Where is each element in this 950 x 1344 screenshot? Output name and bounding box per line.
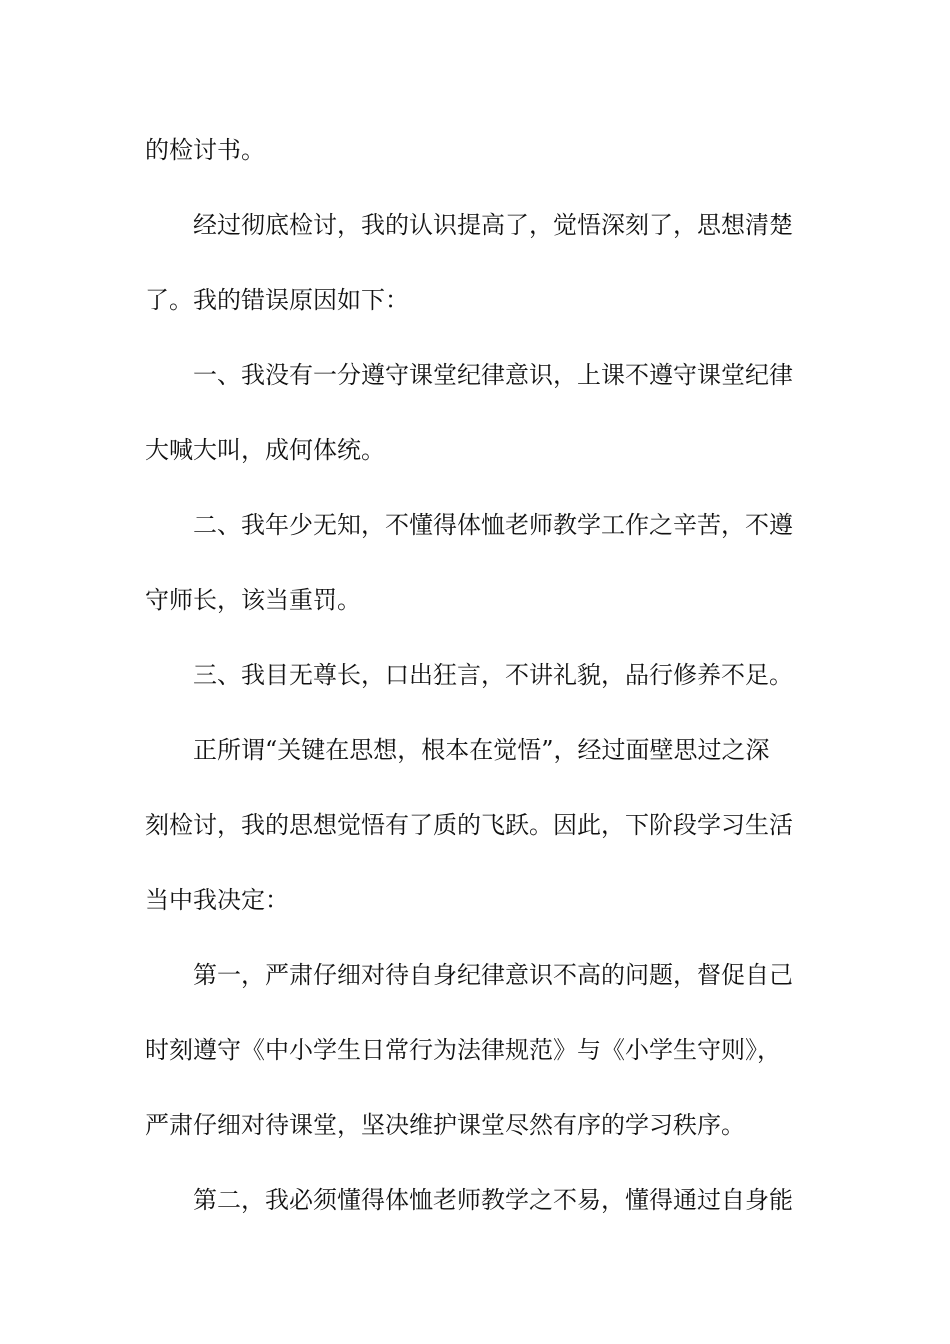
- text-line: 严肃仔细对待课堂，坚决维护课堂尽然有序的学习秩序。: [145, 1111, 745, 1139]
- paragraph-start-line: 二、我年少无知，不懂得体恤老师教学工作之辛苦，不遵: [193, 511, 793, 539]
- paragraph-start-line: 三、我目无尊长，口出狂言，不讲礼貌，品行修养不足。: [193, 661, 793, 689]
- paragraph-start-line: 一、我没有一分遵守课堂纪律意识，上课不遵守课堂纪律: [193, 361, 793, 389]
- text-line: 守师长，该当重罚。: [145, 586, 361, 614]
- text-line: 时刻遵守《中小学生日常行为法律规范》与《小学生守则》，: [145, 1036, 781, 1064]
- paragraph-start-line: 第二，我必须懂得体恤老师教学之不易，懂得通过自身能: [193, 1186, 793, 1214]
- paragraph-start-line: 第一，严肃仔细对待自身纪律意识不高的问题，督促自己: [193, 961, 793, 989]
- paragraph-start-line: 经过彻底检讨，我的认识提高了，觉悟深刻了，思想清楚: [193, 211, 793, 239]
- paragraph-start-line: 正所谓“关键在思想，根本在觉悟”，经过面壁思过之深: [193, 736, 770, 764]
- text-line: 当中我决定：: [145, 886, 289, 914]
- text-line: 了。我的错误原因如下：: [145, 286, 409, 314]
- text-line: 大喊大叫，成何体统。: [145, 436, 385, 464]
- text-line: 刻检讨，我的思想觉悟有了质的飞跃。因此，下阶段学习生活: [145, 811, 793, 839]
- text-line: 的检讨书。: [145, 136, 265, 164]
